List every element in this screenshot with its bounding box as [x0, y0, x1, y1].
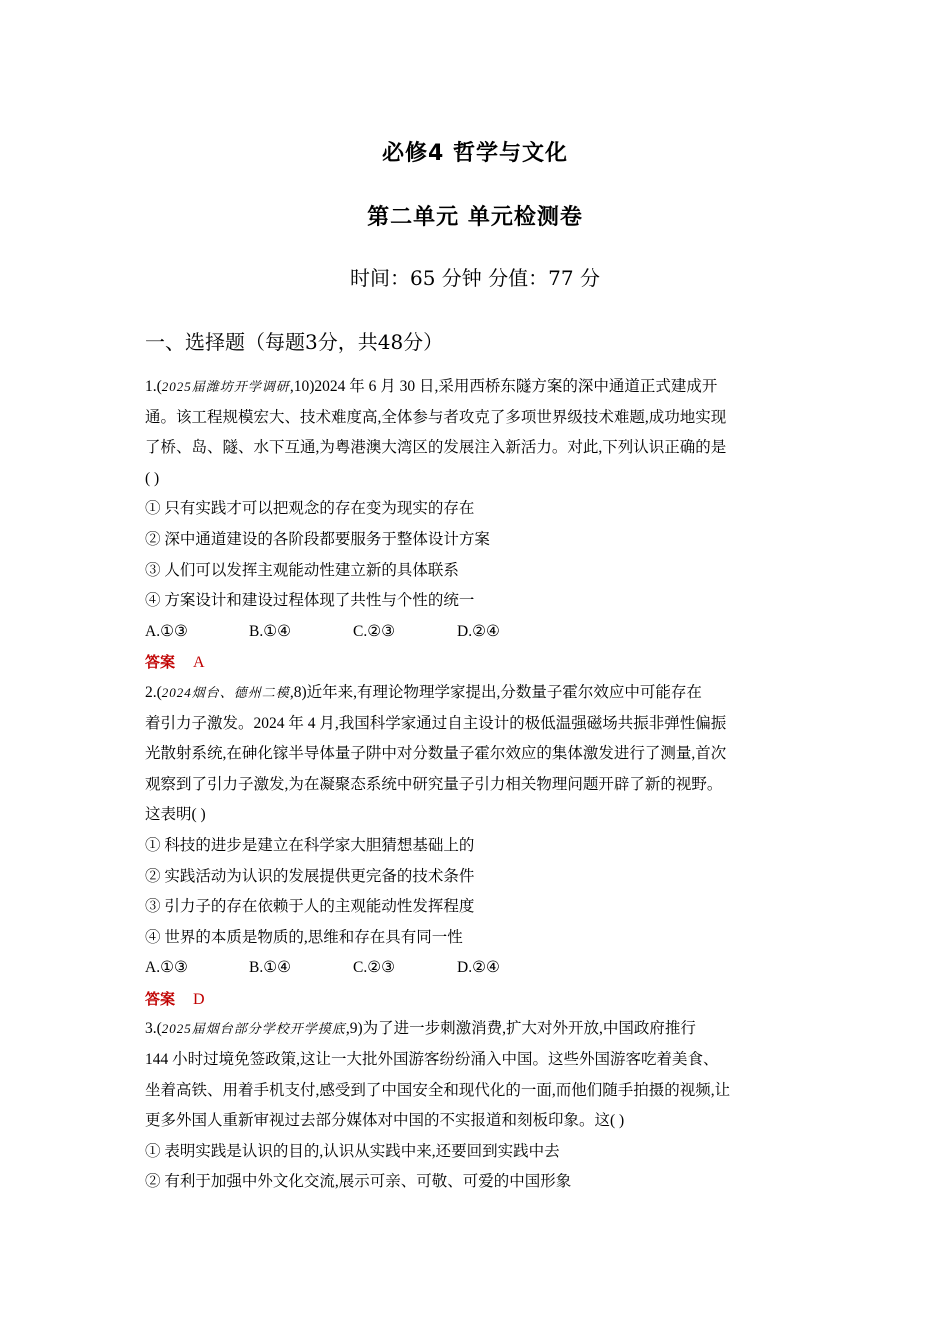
statement: ① 只有实践才可以把观念的存在变为现实的存在 — [145, 500, 475, 518]
answer-label: 答案 — [145, 653, 176, 672]
statement: ① 表明实践是认识的目的,认识从实践中来,还要回到实践中去 — [145, 1142, 560, 1160]
option-a: A.①③ — [145, 622, 188, 640]
question-text-line: 了桥、岛、隧、水下互通,为粤港澳大湾区的发展注入新活力。对此,下列认识正确的是 — [145, 439, 727, 457]
unit-title: 第二单元 单元检测卷 — [367, 205, 583, 230]
option-c: C.②③ — [353, 959, 396, 977]
statement: ② 有利于加强中外文化交流,展示可亲、可敬、可爱的中国形象 — [145, 1173, 572, 1191]
option-a: A.①③ — [145, 959, 188, 977]
statement: ② 深中通道建设的各阶段都要服务于整体设计方案 — [145, 530, 490, 548]
option-b: B.①④ — [249, 622, 292, 640]
statement: ③ 引力子的存在依赖于人的主观能动性发挥程度 — [145, 898, 475, 916]
statement: ② 实践活动为认识的发展提供更完备的技术条件 — [145, 867, 475, 885]
question-text-line: 更多外国人重新审视过去部分媒体对中国的不实报道和刻板印象。这( ) — [145, 1112, 625, 1130]
question-text-line: ( ) — [145, 469, 160, 487]
question-text-line: 坐着高铁、用着手机支付,感受到了中国安全和现代化的一面,而他们随手拍摄的视频,让 — [145, 1081, 731, 1099]
option-d: D.②④ — [457, 959, 500, 977]
question-text-line: 144 小时过境免签政策,这让一大批外国游客纷纷涌入中国。这些外国游客吃着美食、 — [145, 1051, 719, 1069]
answer-line — [145, 984, 810, 1015]
statement: ③ 人们可以发挥主观能动性建立新的具体联系 — [145, 561, 459, 579]
document-title: 必修4 哲学与文化 — [382, 141, 568, 166]
question-text-line: 光散射系统,在砷化镓半导体量子阱中对分数量子霍尔效应的集体激发进行了测量,首次 — [145, 745, 727, 763]
statement: ④ 世界的本质是物质的,思维和存在具有同一性 — [145, 928, 463, 946]
answer-line — [145, 647, 810, 678]
question-3-first-line: 3.(2025届烟台部分学校开学摸底,9)为了进一步刺激消费,扩大对外开放,中国政府推行 — [145, 1020, 696, 1038]
question-2-first-line: 2.(2024烟台、德州二模,8)近年来,有理论物理学家提出,分数量子霍尔效应中可能存在 — [145, 683, 702, 701]
question-text-line: 着引力子激发。2024 年 4 月,我国科学家通过自主设计的极低温强磁场共振非弹性偏振 — [145, 714, 727, 732]
options-row — [145, 617, 810, 648]
answer-label: 答案 — [145, 989, 176, 1008]
answer-value: D — [193, 990, 205, 1008]
option-c: C.②③ — [353, 622, 396, 640]
question-text-line: 通。该工程规模宏大、技术难度高,全体参与者攻克了多项世界级技术难题,成功地实现 — [145, 408, 727, 426]
statement: ④ 方案设计和建设过程体现了共性与个性的统一 — [145, 592, 475, 610]
question-text-line: 这表明( ) — [145, 806, 206, 824]
question-1-first-line: 1.(2025届潍坊开学调研,10)2024 年 6 月 30 日,采用西桥东隧方案的深中通道正式建成开 — [145, 378, 718, 395]
option-d: D.②④ — [457, 622, 500, 640]
question-text-line: 观察到了引力子激发,为在凝聚态系统中研究量子引力相关物理问题开辟了新的视野。 — [145, 775, 723, 793]
section-heading: 一、选择题（每题3分，共48分） — [145, 330, 444, 354]
question-source: 2025届潍坊开学调研 — [161, 379, 290, 394]
question-source: 2025届烟台部分学校开学摸底 — [161, 1021, 346, 1037]
options-row — [145, 953, 810, 984]
option-b: B.①④ — [249, 959, 292, 977]
answer-value: A — [193, 654, 205, 672]
exam-meta: 时间：65 分钟 分值：77 分 — [350, 266, 600, 290]
question-list — [145, 372, 810, 1198]
question-source: 2024烟台、德州二模 — [161, 684, 290, 700]
statement: ① 科技的进步是建立在科学家大胆猜想基础上的 — [145, 836, 475, 854]
